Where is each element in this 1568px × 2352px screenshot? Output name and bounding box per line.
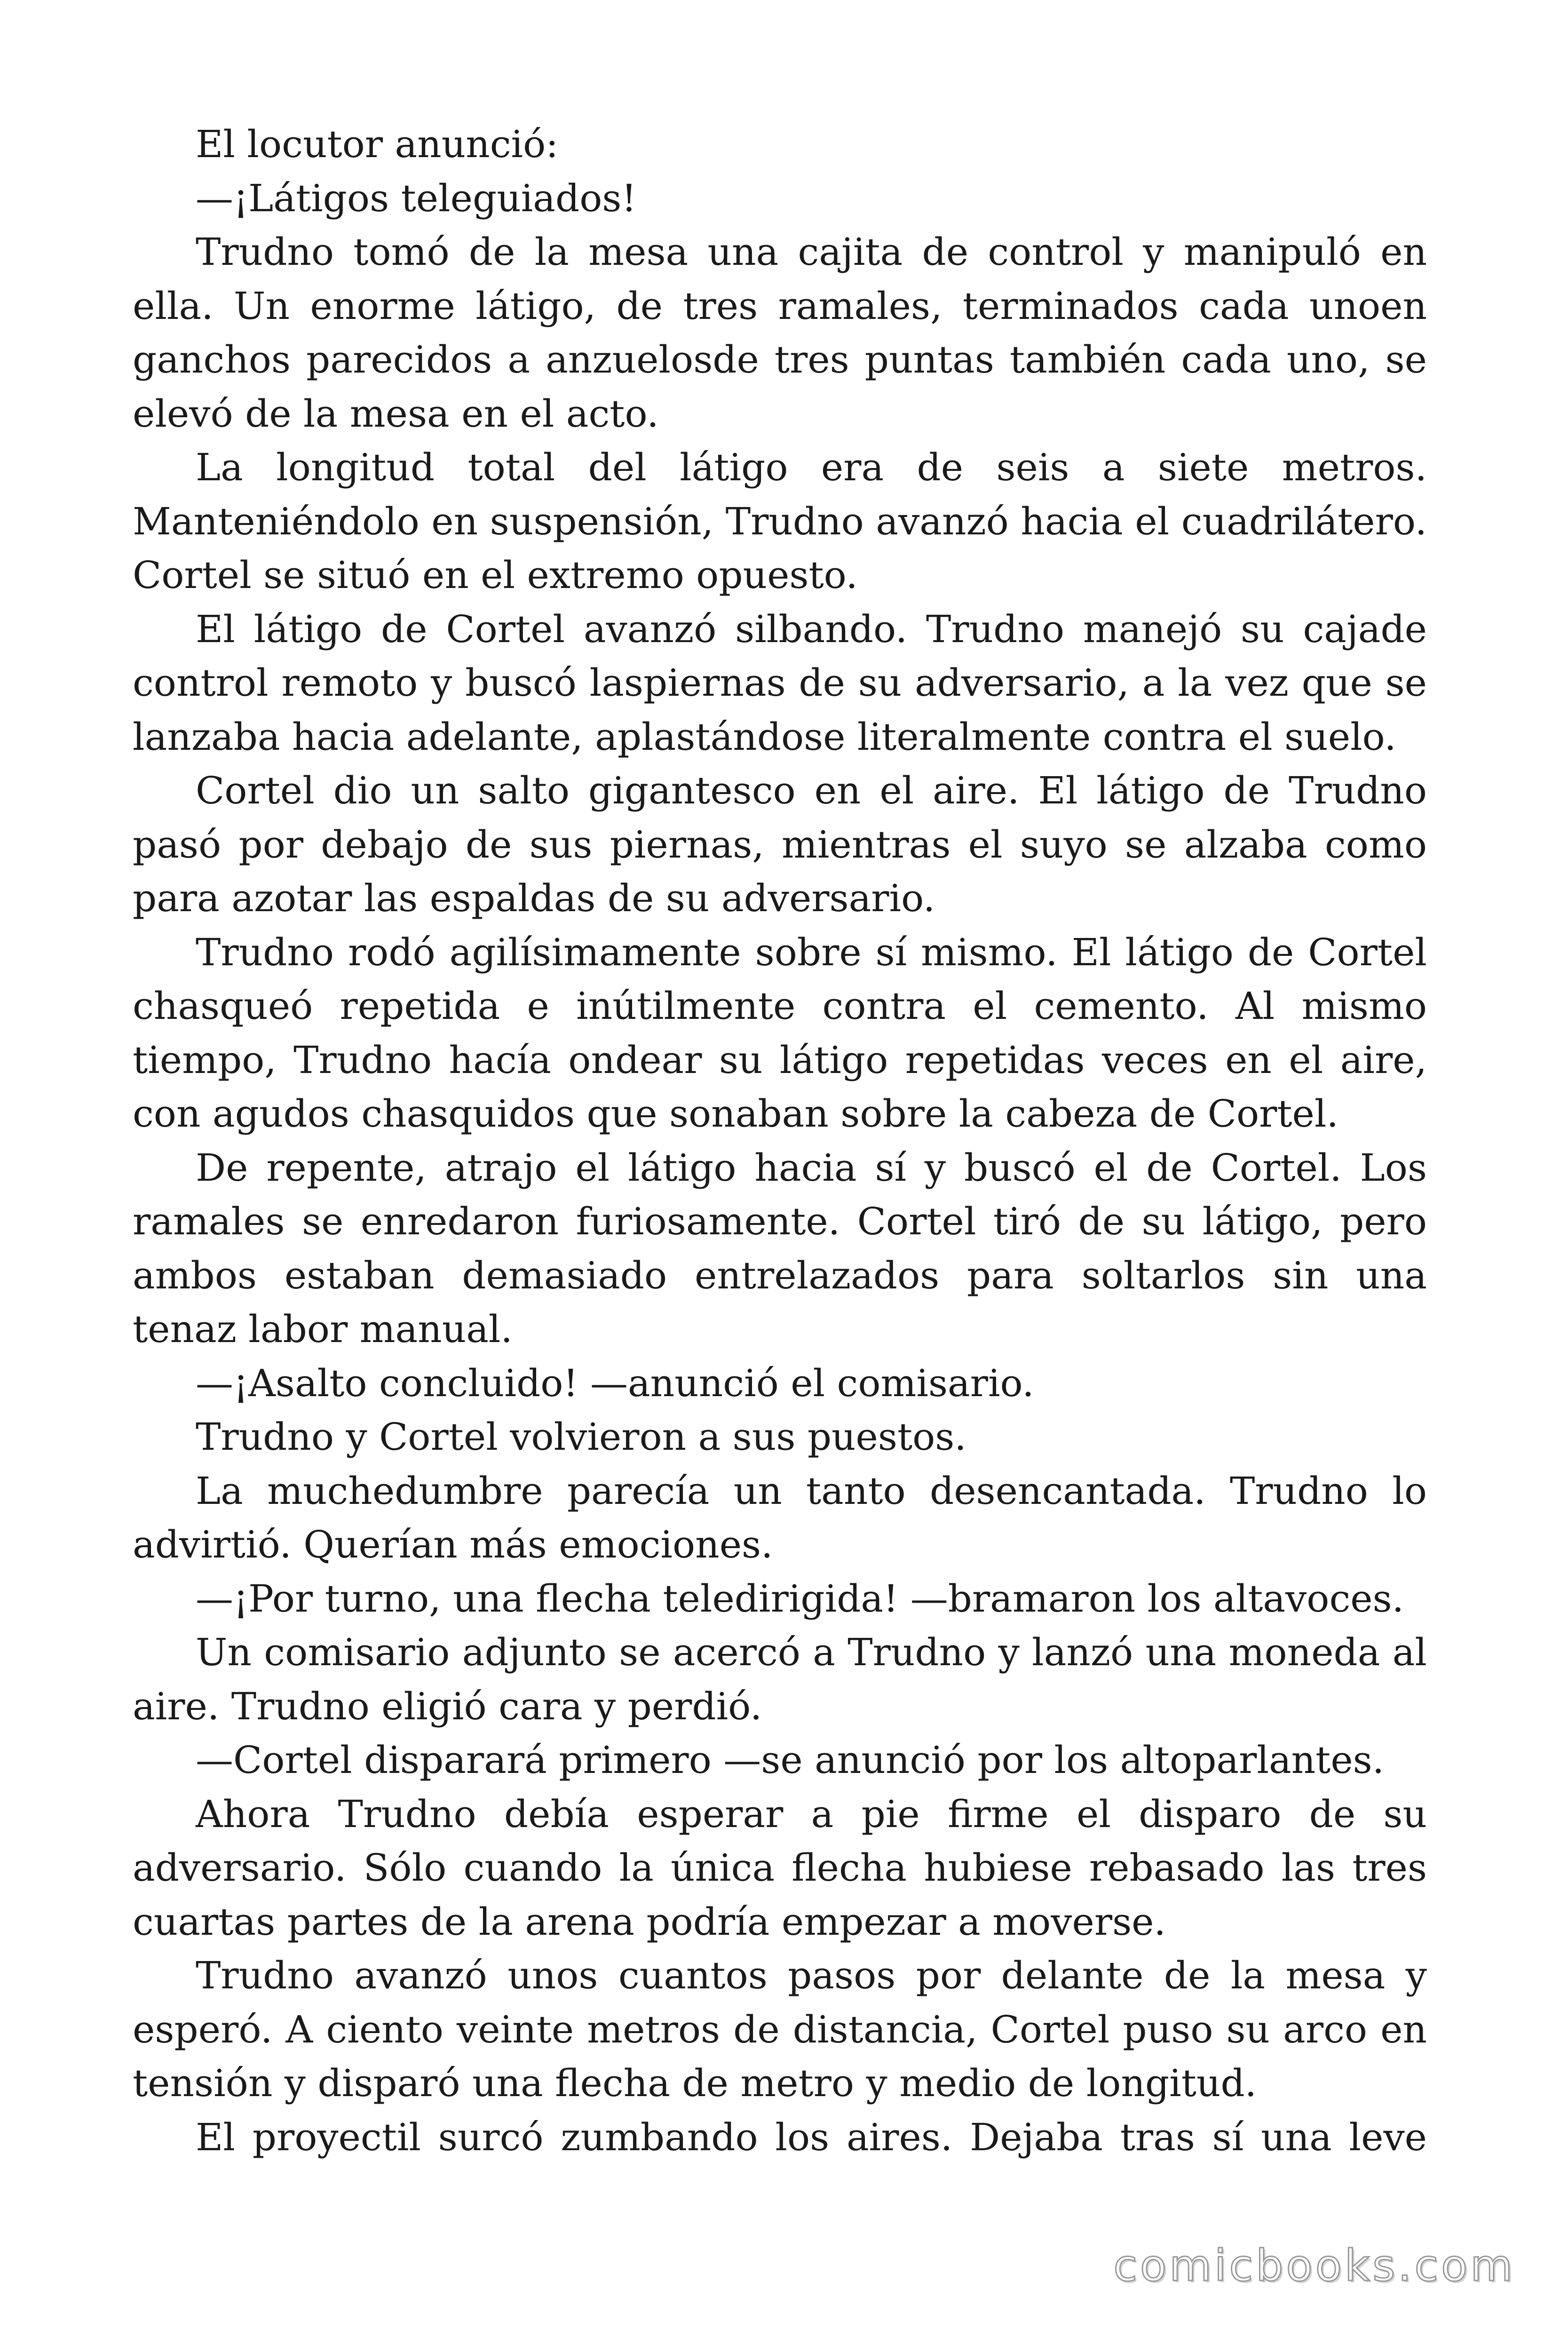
body-text [133, 118, 1427, 2164]
paragraph: Cortel dio un salto gigantesco en el aire. El látigo de Trudno pasó por debajo de sus piernas, mientras el suyo se alzaba como para azotar las espaldas de su adversario. [133, 769, 1427, 920]
paragraph: —¡Por turno, una flecha teledirigida! —bramaron los altavoces. [196, 1576, 1404, 1621]
paragraph: Ahora Trudno debía esperar a pie firme el disparo de su adversario. Sólo cuando la única flecha hubiese rebasado las tres cuartas partes de la arena podría empezar a moverse. [133, 1792, 1427, 1944]
paragraph: —Cortel disparará primero —se anunció por los altoparlantes. [196, 1738, 1385, 1782]
paragraph: La muchedumbre parecía un tanto desencantada. Trudno lo advirtió. Querían más emociones. [133, 1469, 1427, 1566]
paragraph: Trudno tomó de la mesa una cajita de control y manipuló en ella. Un enorme látigo, de tres ramales, terminados cada unoen ganchos parecidos a anzuelosde tres puntas también cada uno, se elevó de la mesa en el acto. [133, 230, 1427, 436]
paragraph: Trudno rodó agilísimamente sobre sí mismo. El látigo de Cortel chasqueó repetida e inútilmente contra el cemento. Al mismo tiempo, Trudno hacía ondear su látigo repetidas veces en el aire, con agudos chasquidos que sonaban sobre la cabeza de Cortel. [133, 930, 1427, 1136]
paragraph: Trudno y Cortel volvieron a sus puestos. [196, 1415, 966, 1459]
paragraph: El locutor anunció: [196, 122, 559, 166]
paragraph: —¡Asalto concluido! —anunció el comisario. [196, 1361, 1034, 1405]
paragraph-last: El proyectil surcó zumbando los aires. Dejaba tras sí una leve [196, 2115, 1427, 2159]
watermark-logo: comicbooks.com [1113, 2241, 1515, 2291]
paragraph: Trudno avanzó unos cuantos pasos por delante de la mesa y esperó. A ciento veinte metros de distancia, Cortel puso su arco en tensión y disparó una flecha de metro y medio de longitud. [133, 1954, 1427, 2105]
paragraph: Un comisario adjunto se acercó a Trudno y lanzó una moneda al aire. Trudno eligió cara y perdió. [133, 1630, 1427, 1728]
paragraph: De repente, atrajo el látigo hacia sí y buscó el de Cortel. Los ramales se enredaron furiosamente. Cortel tiró de su látigo, pero ambos estaban demasiado entrelazados para soltarlos sin una tenaz labor manual. [133, 1145, 1427, 1351]
paragraph: El látigo de Cortel avanzó silbando. Trudno manejó su cajade control remoto y buscó laspiernas de su adversario, a la vez que se lanzaba hacia adelante, aplastándose literalmente contra el suelo. [133, 607, 1427, 759]
paragraph: La longitud total del látigo era de seis a siete metros. Manteniéndolo en suspensión, Trudno avanzó hacia el cuadrilátero. Cortel se situó en el extremo opuesto. [133, 445, 1427, 597]
paragraph: —¡Látigos teleguiados! [196, 176, 637, 220]
